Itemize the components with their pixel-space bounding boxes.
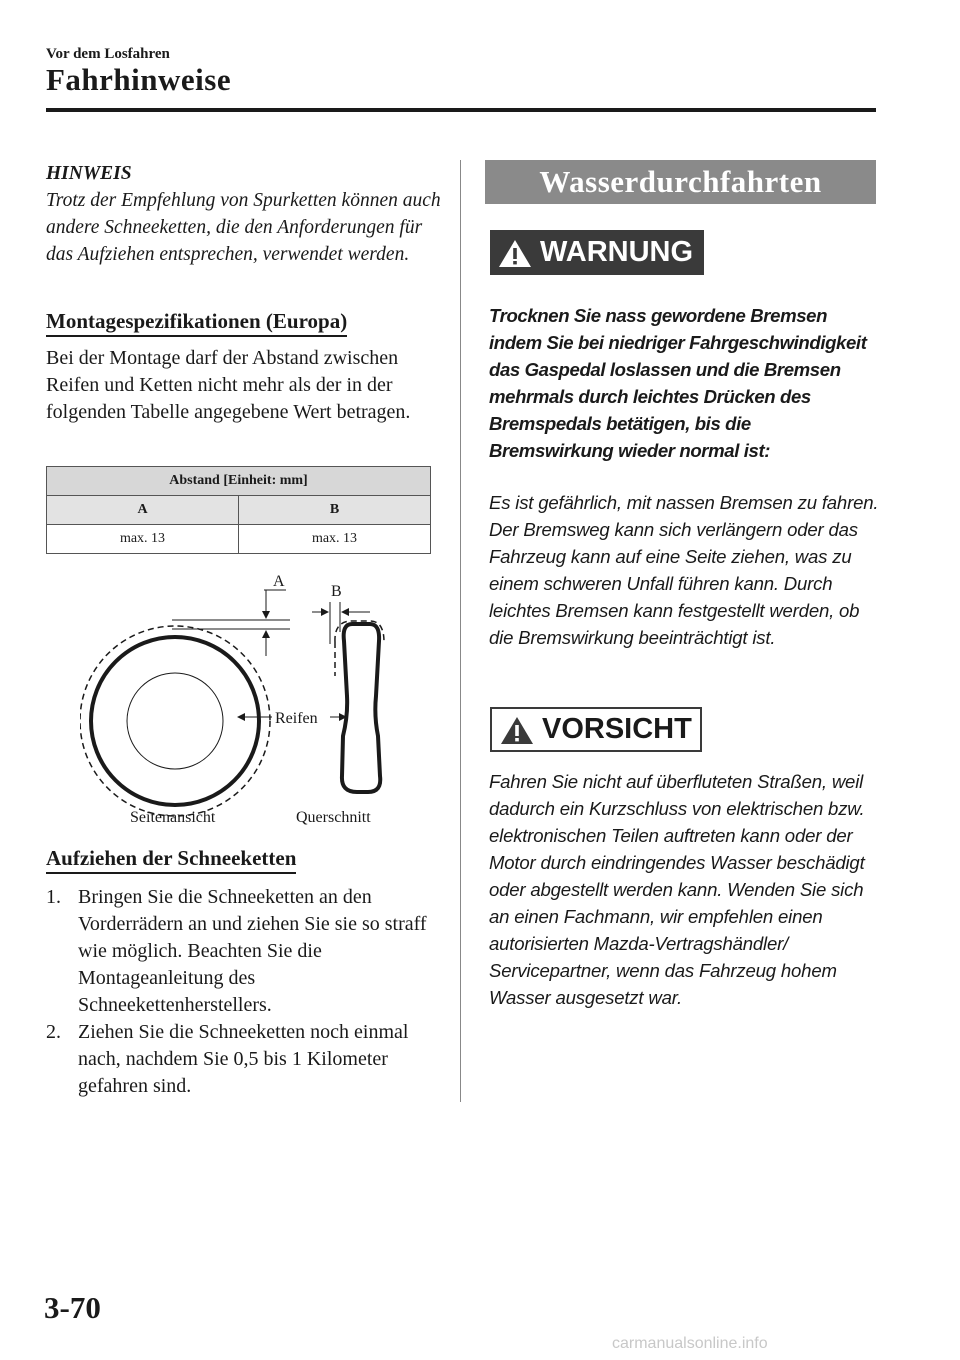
label-side-view: Seitenansicht [130,809,216,826]
warning-label: WARNUNG [540,236,694,268]
caution-text: Fahren Sie nicht auf überfluteten Straßen, weil dadurch ein Kurzschluss von elektrischen bzw. elektronischen Teilen auftreten kann oder der Motor durch eindringendes Wasser beschädigt oder abgestellt werden kann. Wenden Sie sich an einen Fachmann, wir empfehlen einen autorisierten Mazda-Vertragshändler/ Servicepartner, wenn das Fahrzeug hohem Wasser ausgesetzt war. [489,771,865,1008]
note-text: Trotz der Empfehlung von Spurketten können auch andere Schneeketten, die den Anforderungen für das Aufziehen entsprechen, verwendet werden. [46,190,441,265]
header-rule [46,108,876,112]
label-tire: Reifen [275,710,318,727]
caution-callout [490,707,702,752]
note-title: HINWEIS [46,163,132,184]
mounting-heading: Montagespezifikationen (Europa) [46,309,347,337]
list-item [46,884,446,1019]
table-col-a: A [47,496,239,525]
step-number: 1. [46,886,61,908]
page-number: 3-70 [44,1290,101,1325]
caution-label: VORSICHT [542,713,692,745]
list-item [46,1019,446,1100]
step-text: Ziehen Sie die Schneeketten noch einmal nach, nachdem Sie 0,5 bis 1 Kilometer gefahren sind. [78,1021,409,1097]
warning-text: Es ist gefährlich, mit nassen Bremsen zu fahren. Der Bremsweg kann sich verlängern oder das Fahrzeug kann auf eine Seite ziehen, was zu einem schweren Unfall führen kann. Durch leichtes Bremsen kann festgestellt werden, ob die Bremswirkung beeinträchtigt ist. [489,492,879,648]
page-title: Fahrhinweise [46,62,232,97]
step-number: 2. [46,1021,61,1043]
chain-outline [80,626,270,816]
tire-chain-diagram [80,566,400,836]
table-value-a: max. 13 [47,525,239,554]
tire-outline [91,637,259,805]
note-block [46,160,446,268]
warning-callout [490,230,704,275]
table-value-b: max. 13 [239,525,431,554]
tire-cross-section [342,624,380,792]
rim-outline [127,673,223,769]
warning-bold-text: Trocknen Sie nass gewordene Bremsen indem Sie bei niedriger Fahrgeschwindigkeit das Gaspedal loslassen und die Bremsen mehrmals durch leichtes Drücken des Bremspedals betätigen, bis die Bremswirkung wieder normal ist: [489,305,867,461]
step-text: Bringen Sie die Schneeketten an den Vorderrädern an und ziehen Sie sie so straff wie möglich. Beachten Sie die Montageanleitung des Schneekettenherstellers. [78,886,427,1016]
warning-triangle-icon [498,238,532,268]
section-label: Vor dem Losfahren [46,46,170,62]
table-caption: Abstand [Einheit: mm] [47,467,431,496]
table-col-b: B [239,496,431,525]
label-a: A [273,573,285,590]
column-divider [460,160,461,1102]
watermark: carmanualsonline.info [612,1335,768,1352]
label-cross-section: Querschnitt [296,809,371,826]
label-b: B [331,583,342,600]
spec-table [46,466,431,554]
water-banner: Wasserdurchfahrten [485,160,876,204]
chains-steps [46,884,446,1100]
caution-triangle-icon [500,715,534,745]
chains-heading: Aufziehen der Schneeketten [46,846,296,874]
mounting-text: Bei der Montage darf der Abstand zwischen Reifen und Ketten nicht mehr als der in der folgenden Tabelle angegebene Wert betragen. [46,347,411,423]
